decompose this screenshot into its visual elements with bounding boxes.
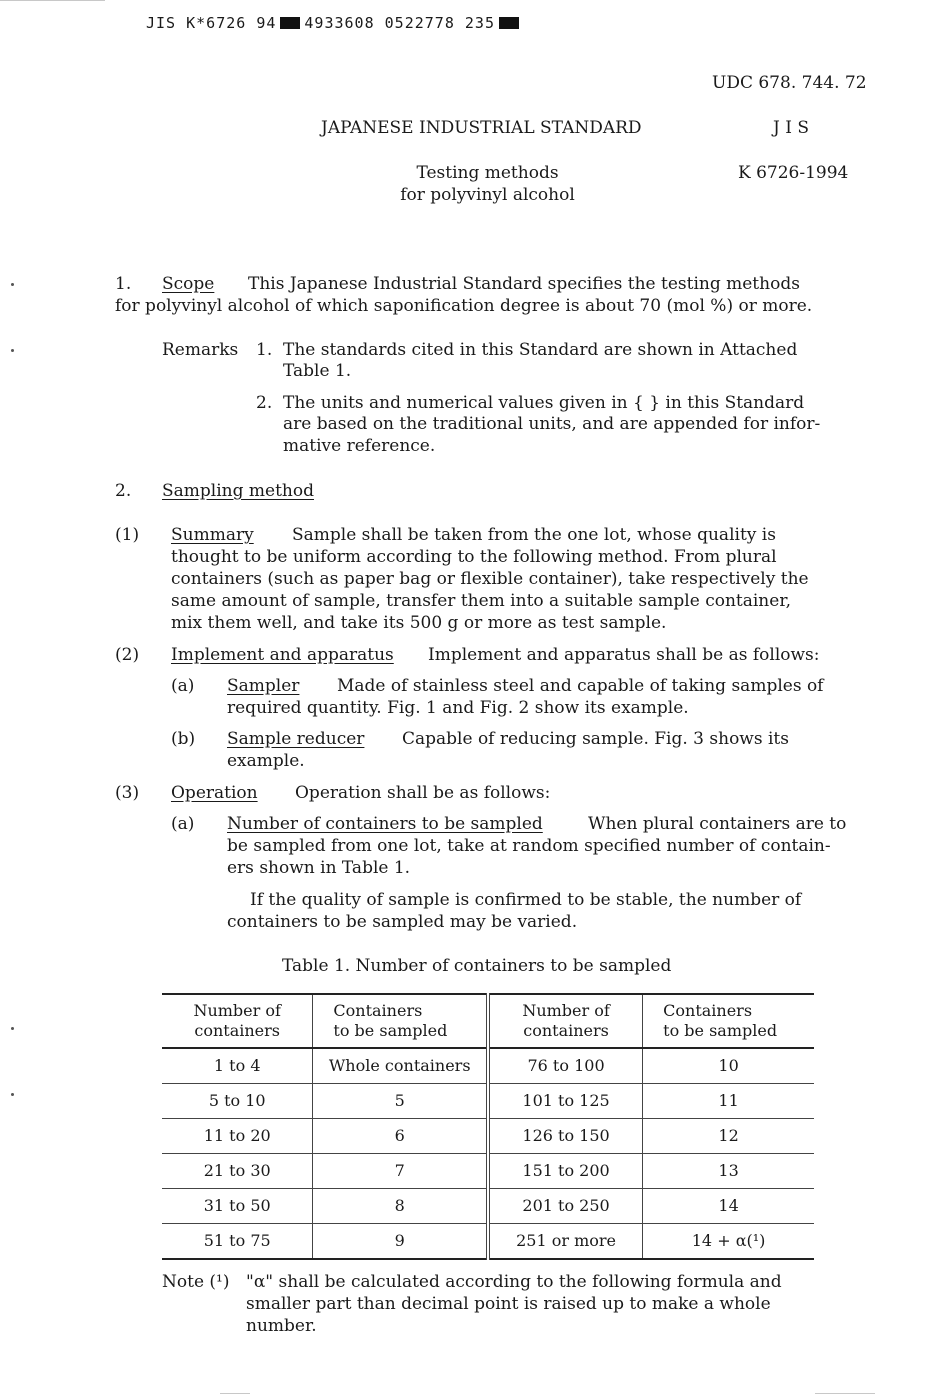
table-header-cell: Number of containers: [488, 994, 643, 1048]
doc-title-line-1: Testing methods: [416, 163, 559, 183]
table-header-cell: Containers to be sampled: [313, 994, 488, 1048]
table-cell: 9: [313, 1224, 488, 1260]
table-cell: 201 to 250: [488, 1189, 643, 1224]
doc-title-line-2: for polyvinyl alcohol: [400, 185, 575, 205]
table-cell: 14: [643, 1189, 814, 1224]
note-label: Note (¹): [162, 1272, 230, 1292]
table-cell: 12: [643, 1119, 814, 1154]
sample-reducer-line: Capable of reducing sample. Fig. 3 shows its: [402, 729, 789, 749]
remark-number: 1.: [256, 340, 273, 360]
note-line: "α" shall be calculated according to the following formula and: [246, 1272, 782, 1292]
table-header-cell: Number of containers: [162, 994, 313, 1048]
table-cell: 251 or more: [488, 1224, 643, 1260]
table-cell: 10: [643, 1048, 814, 1084]
subsection-number: (2): [115, 645, 140, 665]
table-row: [162, 1189, 814, 1224]
scan-speck: [11, 349, 14, 352]
sampling-table: [162, 993, 814, 1260]
table-cell: 13: [643, 1154, 814, 1189]
section-number: 2.: [115, 481, 132, 501]
remark-number: 2.: [256, 393, 273, 413]
table-row: [162, 1154, 814, 1189]
summary-line: same amount of sample, transfer them into a suitable sample container,: [171, 591, 791, 611]
table-header-cell: Containers to be sampled: [643, 994, 814, 1048]
remark-line: The standards cited in this Standard are shown in Attached: [283, 340, 798, 360]
remark-line: Table 1.: [283, 361, 352, 381]
containers-heading: Number of containers to be sampled: [227, 814, 543, 834]
black-block: [280, 17, 300, 29]
remarks-label: Remarks: [162, 340, 239, 360]
implement-heading: Implement and apparatus: [171, 645, 394, 665]
table-row: [162, 1084, 814, 1119]
scan-speck: [11, 283, 14, 286]
scope-heading: Scope: [162, 274, 215, 294]
note-line: number.: [246, 1316, 317, 1336]
summary-line: Sample shall be taken from the one lot, whose quality is: [292, 525, 776, 545]
sampler-line: required quantity. Fig. 1 and Fig. 2 show its example.: [227, 698, 689, 718]
operation-text: Operation shall be as follows:: [295, 783, 551, 803]
scope-line: for polyvinyl alcohol of which saponification degree is about 70 (mol %) or more.: [115, 296, 813, 316]
table-cell: 5: [313, 1084, 488, 1119]
summary-line: mix them well, and take its 500 g or more as test sample.: [171, 613, 667, 633]
table-row: [162, 1048, 814, 1084]
note-line: smaller part than decimal point is raised up to make a whole: [246, 1294, 771, 1314]
scope-line: This Japanese Industrial Standard specifies the testing methods: [248, 274, 800, 294]
table-cell: 14 + α(¹): [691, 1231, 766, 1250]
scan-edge-line: [220, 1393, 250, 1394]
table-cell: 11 to 20: [162, 1119, 313, 1154]
scan-speck: [11, 1027, 14, 1030]
doc-code-header: [146, 12, 523, 34]
table-cell: Whole containers: [313, 1048, 488, 1084]
item-number: (a): [171, 676, 195, 696]
implement-text: Implement and apparatus shall be as follows:: [428, 645, 820, 665]
table-cell: 76 to 100: [488, 1048, 643, 1084]
table-cell: 51 to 75: [162, 1224, 313, 1260]
table-caption: Table 1. Number of containers to be sampled: [282, 956, 672, 976]
table-cell: 6: [313, 1119, 488, 1154]
containers-line: be sampled from one lot, take at random specified number of contain-: [227, 836, 831, 856]
operation-paragraph-line: If the quality of sample is confirmed to be stable, the number of: [250, 890, 802, 910]
table-header-row: [162, 994, 814, 1048]
doc-number: K 6726-1994: [738, 163, 849, 183]
black-block: [499, 17, 519, 29]
jis-mark: J I S: [773, 118, 809, 138]
table-cell: 101 to 125: [488, 1084, 643, 1119]
subsection-number: (3): [115, 783, 140, 803]
section-heading: Sampling method: [162, 481, 314, 501]
table-cell: 126 to 150: [488, 1119, 643, 1154]
table-cell: 31 to 50: [162, 1189, 313, 1224]
summary-line: thought to be uniform according to the following method. From plural: [171, 547, 777, 567]
table-cell: 7: [313, 1154, 488, 1189]
table-cell: 8: [313, 1189, 488, 1224]
sample-reducer-heading: Sample reducer: [227, 729, 365, 749]
table-cell: 21 to 30: [162, 1154, 313, 1189]
table-cell: 151 to 200: [488, 1154, 643, 1189]
table-row: [162, 1224, 814, 1260]
remark-line: mative reference.: [283, 436, 436, 456]
sample-reducer-line: example.: [227, 751, 305, 771]
sampler-heading: Sampler: [227, 676, 300, 696]
summary-line: containers (such as paper bag or flexible container), take respectively the: [171, 569, 809, 589]
doc-code-right: 4933608 0522778 235: [304, 14, 495, 32]
subsection-number: (1): [115, 525, 140, 545]
summary-heading: Summary: [171, 525, 254, 545]
standard-title: JAPANESE INDUSTRIAL STANDARD: [321, 118, 642, 138]
item-number: (a): [171, 814, 195, 834]
table-cell: 5 to 10: [162, 1084, 313, 1119]
table-cell: 11: [643, 1084, 814, 1119]
scan-speck: [11, 1093, 14, 1096]
operation-heading: Operation: [171, 783, 258, 803]
scan-edge-line: [815, 1393, 875, 1394]
scope-number: 1.: [115, 274, 132, 294]
table-cell: 1 to 4: [162, 1048, 313, 1084]
table-row: [162, 1119, 814, 1154]
operation-paragraph-line: containers to be sampled may be varied.: [227, 912, 578, 932]
containers-line: When plural containers are to: [588, 814, 847, 834]
scan-edge-line: [0, 0, 105, 1]
doc-code-left: JIS K*6726 94: [146, 14, 277, 32]
remark-line: The units and numerical values given in { } in this Standard: [283, 393, 805, 413]
containers-line: ers shown in Table 1.: [227, 858, 411, 878]
udc-number: UDC 678. 744. 72: [712, 73, 867, 93]
remark-line: are based on the traditional units, and are appended for infor-: [283, 414, 821, 434]
sampler-line: Made of stainless steel and capable of taking samples of: [337, 676, 824, 696]
item-number: (b): [171, 729, 196, 749]
